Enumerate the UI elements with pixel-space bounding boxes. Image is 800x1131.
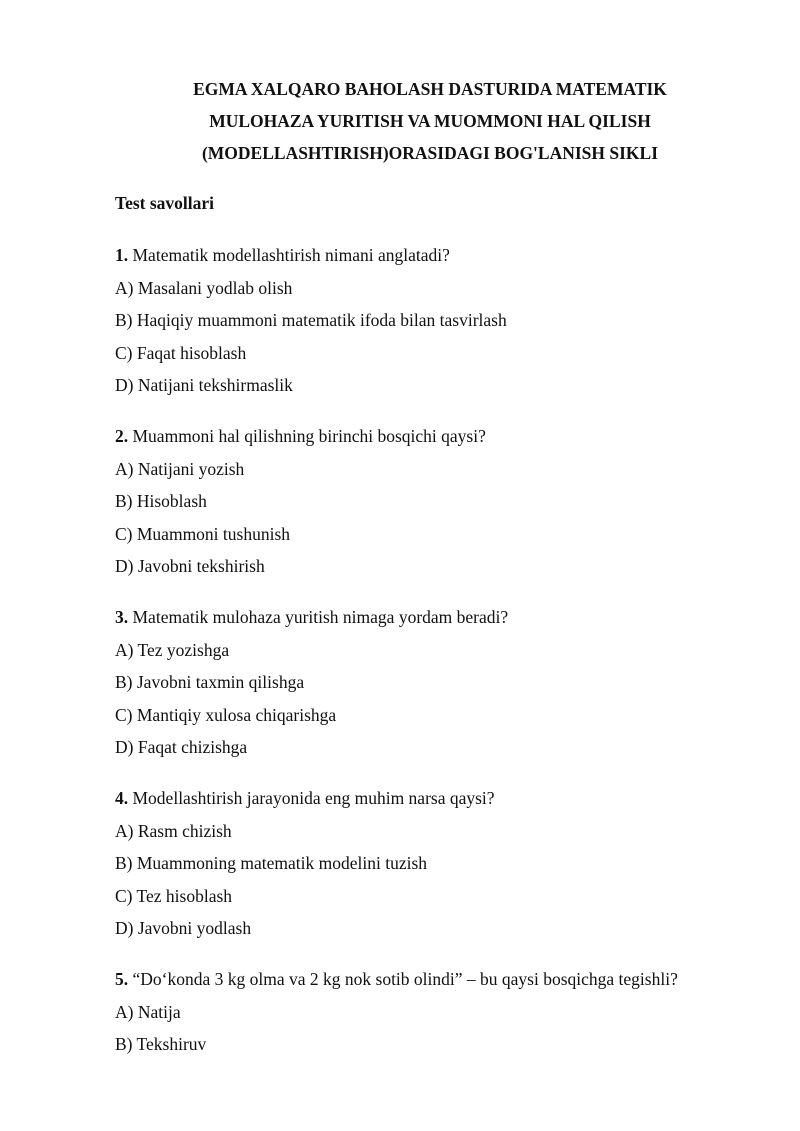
question-text <box>115 605 775 629</box>
answer-option: D) Javobni yodlash <box>115 918 252 938</box>
question-prompt: “Do‘konda 3 kg olma va 2 kg nok sotib olindi” – bu qaysi bosqichga tegishli? <box>128 969 678 989</box>
document-title <box>0 73 800 169</box>
question-text <box>115 967 775 991</box>
question-prompt: Modellashtirish jarayonida eng muhim narsa qaysi? <box>128 788 495 808</box>
question-number: 4. <box>115 788 129 808</box>
answer-option: D) Javobni tekshirish <box>115 556 265 576</box>
question-4 <box>115 786 775 940</box>
answer-option: A) Masalani yodlab olish <box>115 277 293 298</box>
answer-option: A) Rasm chizish <box>115 820 232 841</box>
answer-option: D) Faqat chizishga <box>115 737 248 757</box>
section-heading: Test savollari <box>115 193 215 213</box>
answer-option: A) Natija <box>115 1001 181 1022</box>
question-number: 5. <box>115 969 129 989</box>
question-prompt: Matematik mulohaza yuritish nimaga yordam beradi? <box>128 607 509 627</box>
answer-option: B) Haqiqiy muammoni matematik ifoda bilan tasvirlash <box>115 310 507 330</box>
question-number: 1. <box>115 245 129 265</box>
question-2 <box>115 424 775 578</box>
answer-option: C) Faqat hisoblash <box>115 342 247 363</box>
question-1 <box>115 243 775 397</box>
question-prompt: Muammoni hal qilishning birinchi bosqichi qaysi? <box>128 426 486 446</box>
answer-option: B) Tekshiruv <box>115 1034 207 1054</box>
answer-option: B) Muammoning matematik modelini tuzish <box>115 853 428 873</box>
answer-option: C) Tez hisoblash <box>115 885 233 906</box>
question-3 <box>115 605 775 759</box>
question-prompt: Matematik modellashtirish nimani anglatadi? <box>128 245 450 265</box>
question-text <box>115 424 775 448</box>
question-number: 3. <box>115 607 129 627</box>
title-line: MULOHAZA YURITISH VA MUOMMONI HAL QILISH <box>209 111 651 131</box>
answer-option: D) Natijani tekshirmaslik <box>115 375 293 395</box>
answer-option: B) Javobni taxmin qilishga <box>115 672 305 692</box>
question-number: 2. <box>115 426 129 446</box>
answer-option: C) Muammoni tushunish <box>115 523 291 544</box>
answer-option: B) Hisoblash <box>115 491 207 511</box>
title-line: (MODELLASHTIRISH)ORASIDAGI BOG'LANISH SIKLI <box>201 143 659 163</box>
question-5 <box>115 967 775 1056</box>
title-line: EGMA XALQARO BAHOLASH DASTURIDA MATEMATIK <box>193 79 667 99</box>
answer-option: A) Natijani yozish <box>115 458 245 479</box>
question-text <box>115 243 775 267</box>
question-text <box>115 786 775 810</box>
answer-option: A) Tez yozishga <box>115 639 230 660</box>
answer-option: C) Mantiqiy xulosa chiqarishga <box>115 704 337 725</box>
